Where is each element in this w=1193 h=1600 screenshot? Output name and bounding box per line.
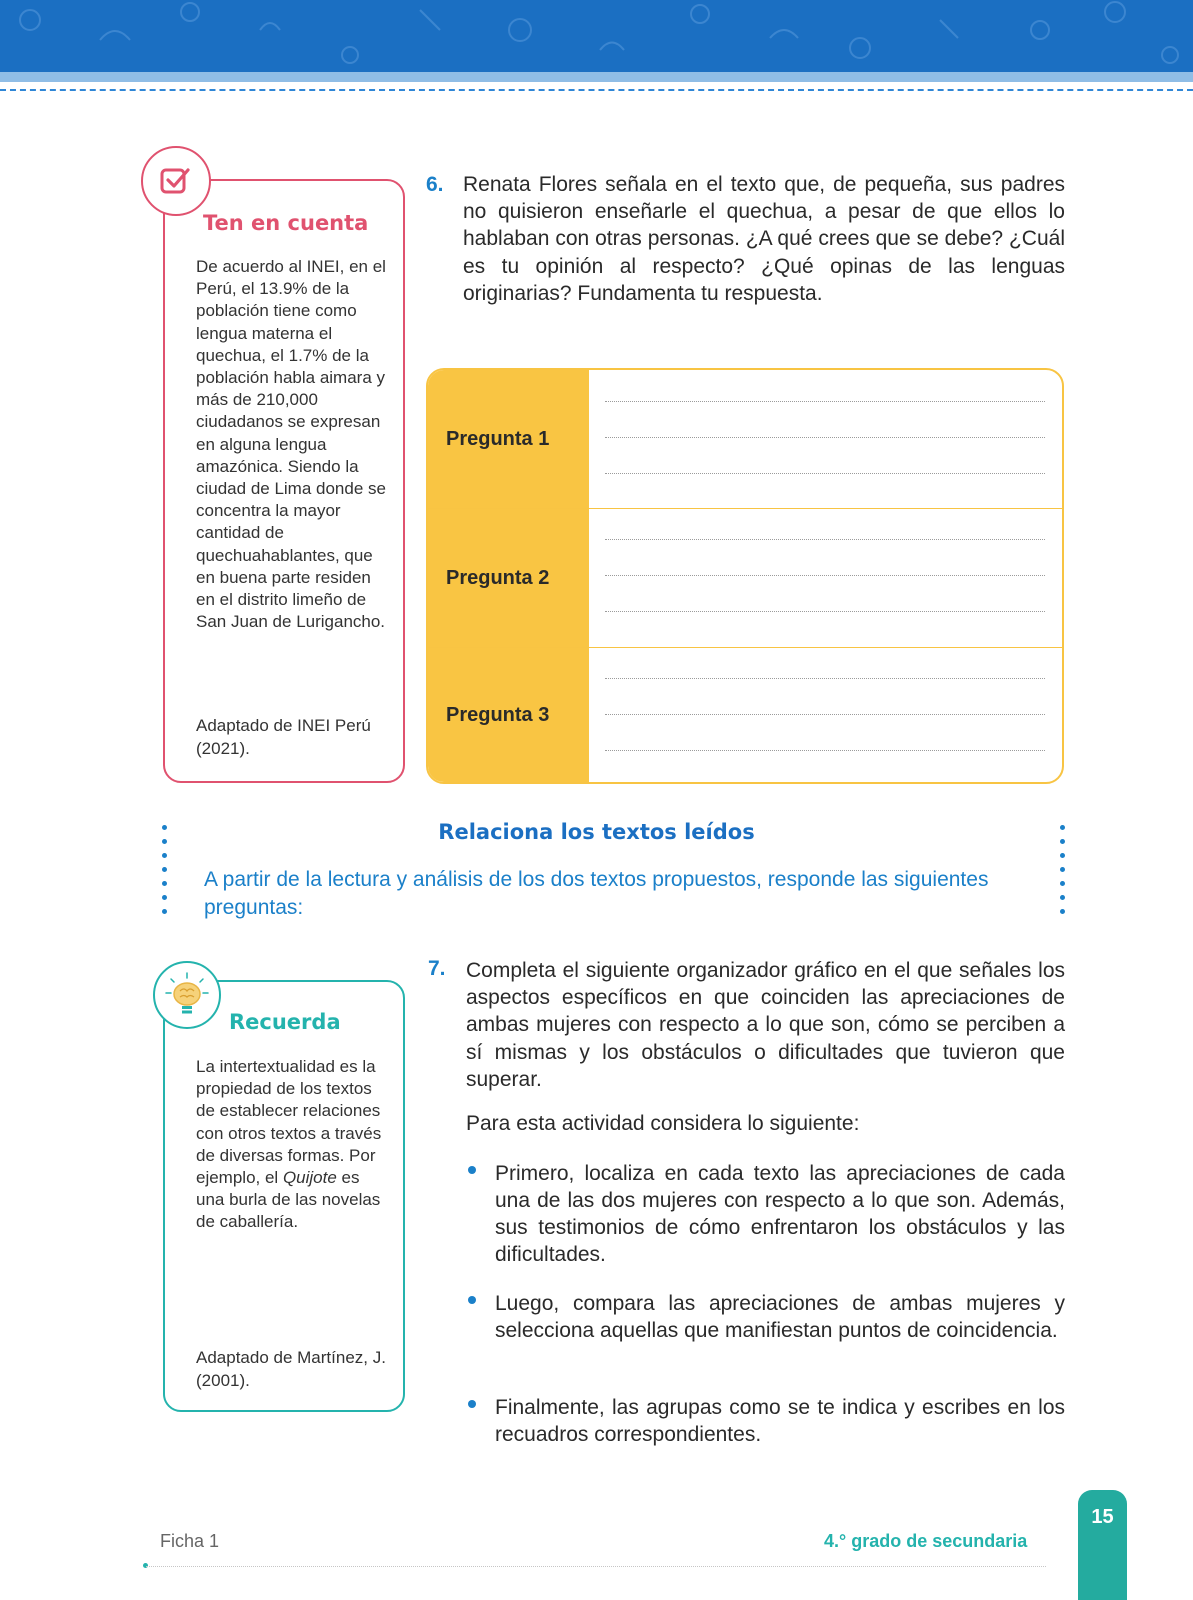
question-7-intro: Para esta actividad considera lo siguiente: <box>466 1112 860 1135</box>
page-number-tab <box>1078 1490 1127 1600</box>
footer-dotted-line <box>146 1566 1046 1567</box>
header-pattern <box>0 0 1193 72</box>
table-row <box>428 647 1062 782</box>
list-item: Finalmente, las agrupas como se te indica y escribes en los recuadros correspondientes. <box>495 1396 1065 1446</box>
question-7-text: Completa el siguiente organizador gráfico en el que señales los aspectos específicos en que coinciden las apreciaciones de ambas mujeres con respecto a lo que son, cómo se perciben a sí mismas y los obstáculos o dificultades que tuvieron que superar. <box>466 959 1065 1091</box>
answer-line[interactable] <box>605 750 1045 751</box>
bullet <box>468 1296 476 1304</box>
note-body: La intertextualidad es la propiedad de los textos de establecer relaciones con otros textos a través de diversas formas. Por ejemplo, el Quijote es una burla de las novelas de caballería. <box>196 1057 382 1232</box>
question-6-text: Renata Flores señala en el texto que, de pequeña, sus padres no quisieron enseñarle el quechua, a pesar de que ellos lo hablaban con otras personas. ¿A qué crees que se debe? ¿Cuál es tu opinión al respecto? ¿Qué opinas de las lenguas originarias? Fundamenta tu respuesta. <box>463 173 1065 305</box>
note-title: Ten en cuenta <box>203 211 369 235</box>
row-label: Pregunta 2 <box>428 509 590 647</box>
section-title: Relaciona los textos leídos <box>438 820 755 844</box>
list-item: Primero, localiza en cada texto las apreciaciones de cada una de las dos mujeres con respecto a lo que son. Además, sus testimonios de cómo enfrentaron los obstáculos y las dificultades. <box>495 1162 1065 1266</box>
question-6-number: 6. <box>426 173 444 196</box>
note-recuerda <box>163 980 405 1412</box>
row-label: Pregunta 3 <box>428 648 590 782</box>
answer-line[interactable] <box>605 437 1045 438</box>
checkbox-icon <box>141 146 211 216</box>
footer-ficha: Ficha 1 <box>160 1531 220 1551</box>
brain-bulb-icon <box>153 961 221 1029</box>
answer-line[interactable] <box>605 678 1045 679</box>
answer-line[interactable] <box>605 401 1045 402</box>
header-band <box>0 0 1193 72</box>
bullet <box>468 1400 476 1408</box>
answer-line[interactable] <box>605 473 1045 474</box>
answer-line[interactable] <box>605 575 1045 576</box>
header-dashed-line <box>0 89 1193 91</box>
question-7-number: 7. <box>428 957 446 980</box>
footer-grade: 4.° grado de secundaria <box>824 1531 1028 1551</box>
page-number: 15 <box>1091 1506 1114 1528</box>
list-item: Luego, compara las apreciaciones de ambas mujeres y selecciona aquellas que manifiestan puntos de coincidencia. <box>495 1292 1065 1342</box>
answer-line[interactable] <box>605 714 1045 715</box>
note-ten-en-cuenta <box>163 179 405 783</box>
table-row <box>428 370 1062 508</box>
note-source: Adaptado de Martínez, J. (2001). <box>196 1348 386 1390</box>
bullet <box>468 1166 476 1174</box>
answer-line[interactable] <box>605 539 1045 540</box>
table-row <box>428 508 1062 647</box>
row-label: Pregunta 1 <box>428 370 590 508</box>
note-body: De acuerdo al INEI, en el Perú, el 13.9% de la población tiene como lengua materna el quechua, el 1.7% de la población habla aimara y más de 210,000 ciudadanos se expresan en alguna lengua amazónica. Siendo la ciudad de Lima donde se concentra la mayor cantidad de quechuahablantes, que en buena parte residen en el distrito limeño de San Juan de Lurigancho. <box>196 257 386 632</box>
answer-line[interactable] <box>605 611 1045 612</box>
note-title: Recuerda <box>229 1010 341 1034</box>
note-source: Adaptado de INEI Perú (2021). <box>196 716 371 758</box>
section-instructions: A partir de la lectura y análisis de los dos textos propuestos, responde las siguientes preguntas: <box>204 868 989 919</box>
answer-table <box>426 368 1064 784</box>
header-stripe <box>0 72 1193 82</box>
